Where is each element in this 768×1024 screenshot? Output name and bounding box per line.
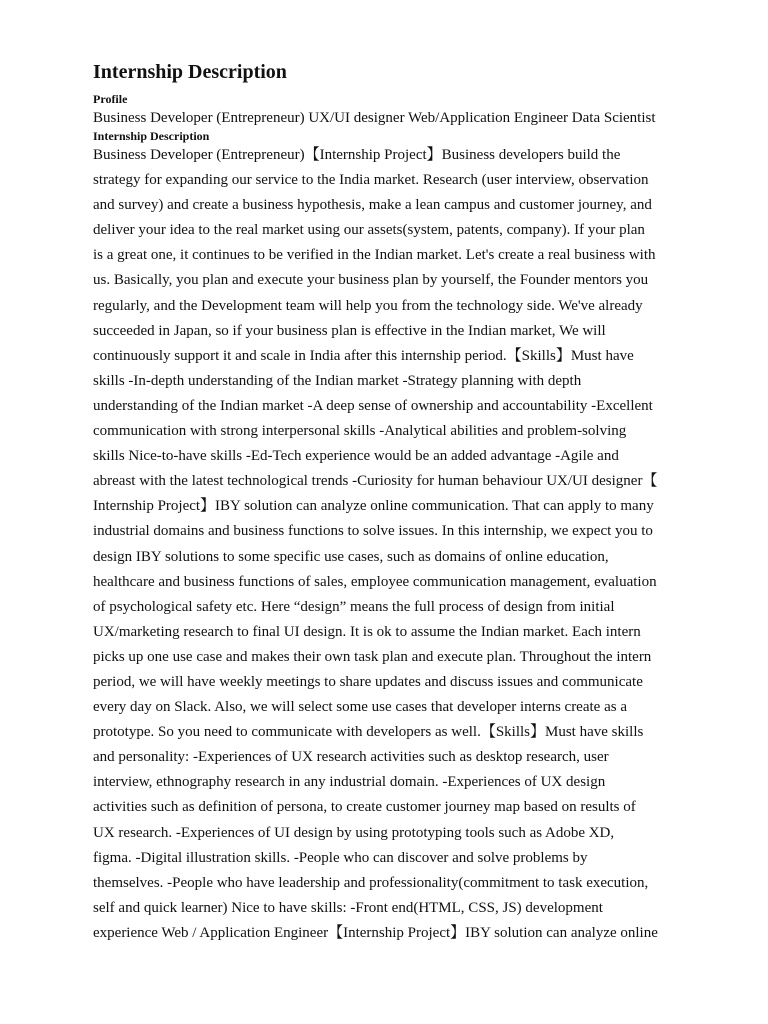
description-line: figma. -Digital illustration skills. -People who can discover and solve problems by bbox=[93, 849, 588, 866]
description-line: and survey) and create a business hypothesis, make a lean campus and customer journey, and bbox=[93, 197, 652, 214]
document-page bbox=[93, 58, 681, 946]
description-line: design IBY solutions to some specific use cases, such as domains of online education, bbox=[93, 548, 609, 565]
description-line: UX research. -Experiences of UI design by using prototyping tools such as Adobe XD, bbox=[93, 824, 615, 841]
description-line: is a great one, it continues to be verified in the Indian market. Let's create a real business with bbox=[93, 247, 656, 264]
description-label: Internship Description bbox=[93, 129, 210, 143]
description-line: strategy for expanding our service to the India market. Research (user interview, observation bbox=[93, 172, 649, 189]
description-line: and personality: -Experiences of UX research activities such as desktop research, user bbox=[93, 749, 609, 766]
description-line: continuously support it and scale in India after this internship period.【Skills】Must have bbox=[93, 347, 634, 364]
description-line: skills Nice-to-have skills -Ed-Tech experience would be an added advantage -Agile and bbox=[93, 448, 619, 465]
description-line: industrial domains and business functions to solve issues. In this internship, we expect you to bbox=[93, 523, 653, 540]
profile-label: Profile bbox=[93, 92, 128, 106]
description-line: skills -In-depth understanding of the Indian market -Strategy planning with depth bbox=[93, 372, 582, 389]
description-line: picks up one use case and makes their own task plan and execute plan. Throughout the intern bbox=[93, 648, 652, 665]
description-line: experience Web / Application Engineer【Internship Project】IBY solution can analyze online bbox=[93, 924, 658, 941]
description-line: abreast with the latest technological trends -Curiosity for human behaviour UX/UI designer【 bbox=[93, 473, 658, 490]
page-title: Internship Description bbox=[93, 61, 287, 83]
description-line: us. Basically, you plan and execute your business plan by yourself, the Founder mentors you bbox=[93, 272, 649, 289]
description-line: understanding of the Indian market -A deep sense of ownership and accountability -Excellent bbox=[93, 397, 653, 414]
description-line: of psychological safety etc. Here “design” means the full process of design from initial bbox=[93, 598, 615, 615]
description-line: period, we will have weekly meetings to share updates and discuss issues and communicate bbox=[93, 673, 643, 690]
description-line: Business Developer (Entrepreneur)【Internship Project】Business developers build the bbox=[93, 147, 621, 163]
description-line: interview, ethnography research in any industrial domain. -Experiences of UX design bbox=[93, 774, 606, 791]
description-line: every day on Slack. Also, we will select some use cases that developer interns create as a bbox=[93, 699, 627, 716]
description-body bbox=[93, 143, 681, 946]
description-line: communication with strong interpersonal skills -Analytical abilities and problem-solving bbox=[93, 423, 627, 440]
description-line: succeeded in Japan, so if your business plan is effective in the Indian market, We will bbox=[93, 322, 606, 339]
description-line: healthcare and business functions of sales, employee communication management, evaluation bbox=[93, 573, 657, 590]
description-line: prototype. So you need to communicate with developers as well.【Skills】Must have skills bbox=[93, 724, 644, 741]
profile-value: Business Developer (Entrepreneur) UX/UI designer Web/Application Engineer Data Scientist bbox=[93, 110, 656, 126]
description-line: deliver your idea to the real market using our assets(system, patents, company). If your plan bbox=[93, 222, 645, 239]
description-line: self and quick learner) Nice to have skills: -Front end(HTML, CSS, JS) development bbox=[93, 899, 603, 916]
description-line: regularly, and the Development team will help you from the technology side. We've already bbox=[93, 297, 643, 314]
description-line: Internship Project】IBY solution can analyze online communication. That can apply to many bbox=[93, 498, 654, 515]
description-line: activities such as definition of persona, to create customer journey map based on results of bbox=[93, 799, 636, 816]
description-line: themselves. -People who have leadership and professionality(commitment to task execution, bbox=[93, 874, 649, 891]
description-line: UX/marketing research to final UI design. It is ok to assume the Indian market. Each intern bbox=[93, 623, 641, 640]
